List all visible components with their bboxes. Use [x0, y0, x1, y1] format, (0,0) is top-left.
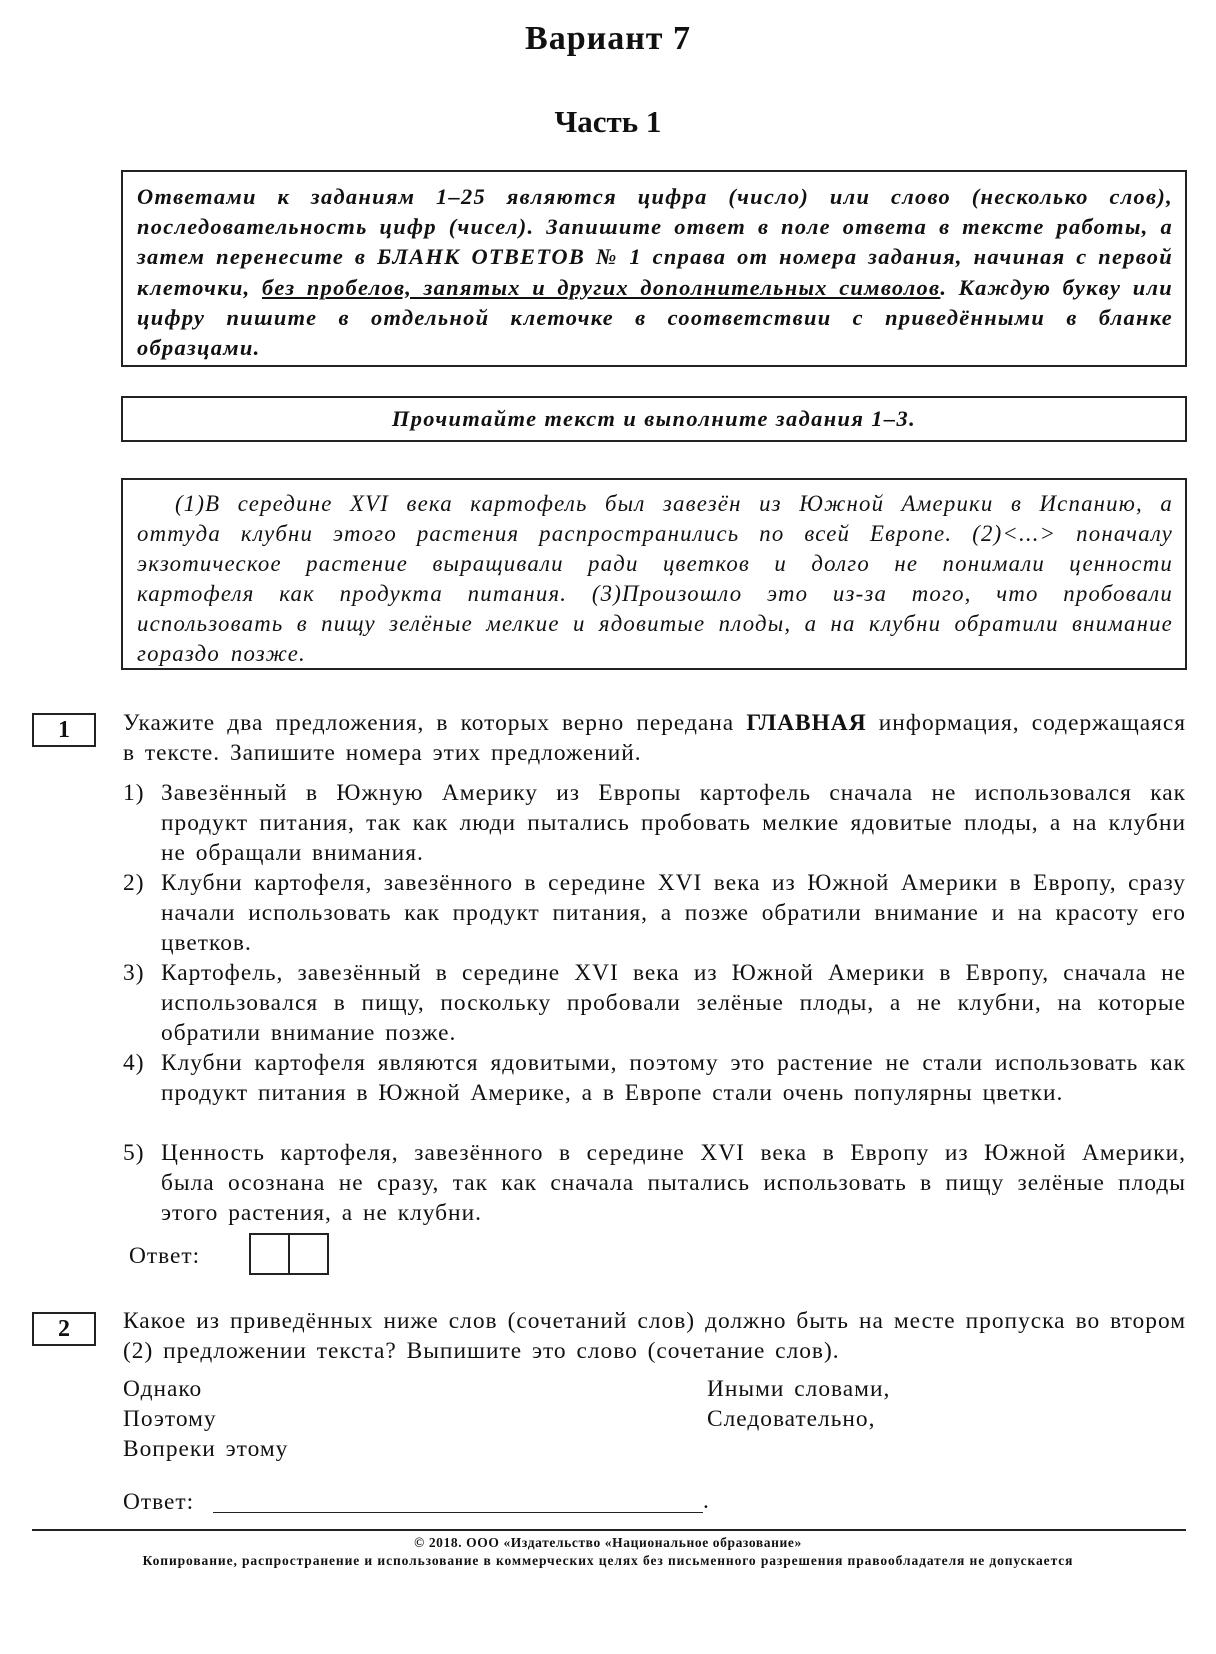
task-1-prompt-bold: ГЛАВНАЯ — [746, 710, 867, 736]
option-text: Клубни картофеля, завезённого в середине XVI века из Южной Америки в Европу, сразу начали использовать как продукт питания, а позже обратили внимание и на красоту его цветков. — [161, 870, 1186, 956]
task-2-prompt: Какое из приведённых ниже слов (сочетаний слов) должно быть на месте пропуска во втором (2) предложении текста? Выпишите это слово (сочетание слов). — [123, 1308, 1186, 1364]
option-number: 5) — [123, 1140, 145, 1166]
task-1-answer-label: Ответ: — [129, 1243, 201, 1269]
word-option: Вопреки этому — [123, 1436, 289, 1462]
instructions-text-end: . Каждую букву или цифру пишите в отдельной клеточке в соответствии с приведёнными в бланке образцами. — [137, 274, 1173, 361]
instructions-text: Ответами к заданиям 1–25 являются цифра (число) или слово (несколько слов), последовательность цифр (чисел). Запишите ответ в поле ответа в тексте работы, а затем перенесите в БЛАНК ОТВЕТОВ № 1 справа от номера задания, начиная с первой клеточки, — [137, 184, 1173, 300]
word-option: Однако — [123, 1376, 203, 1402]
task-1-option — [123, 958, 1186, 1048]
source-text-box — [121, 478, 1187, 670]
task-1-prompt-end: информация, содержащаяся в тексте. Запишите номера этих предложений. — [123, 710, 1186, 766]
option-number: 4) — [123, 1050, 145, 1076]
task-1-answer-cells[interactable] — [249, 1233, 329, 1275]
task-1-option — [123, 1048, 1186, 1108]
option-number: 2) — [123, 870, 145, 896]
instructions-box — [121, 170, 1187, 367]
task-2-answer-label: Ответ: — [123, 1489, 195, 1515]
source-text: (1)В середине XVI века картофель был завезён из Южной Америки в Испанию, а оттуда клубни этого растения распространились по всей Европе. (2)<...> поначалу экзотическое растение выращивали ради цветков и долго не понимали ценности картофеля как продукта питания. (3)Произошло это из-за того, что пробовали использовать в пищу зелёные мелкие и ядовитые плоды, а на клубни обратили внимание гораздо позже. — [137, 491, 1173, 666]
task-1-prompt-start: Укажите два предложения, в которых верно передана — [123, 710, 735, 736]
option-number: 3) — [123, 960, 145, 986]
option-text: Ценность картофеля, завезённого в середине XVI века в Европу из Южной Америки, была осознана не сразу, так как сначала пытались использовать в пищу зелёные плоды этого растения, а не клубни. — [161, 1140, 1186, 1226]
option-text: Клубни картофеля являются ядовитыми, поэтому это растение не стали использовать как продукт питания в Южной Америке, а в Европе стали очень популярны цветки. — [161, 1050, 1186, 1106]
footer-copyright: © 2018. ООО «Издательство «Национальное образование» — [414, 1535, 802, 1550]
task-1-prompt — [123, 708, 1186, 768]
option-text: Картофель, завезённый в середине XVI века из Южной Америки в Европу, сначала не использовался в пищу, поскольку пробовали зелёные плоды, а не клубни, на которые обратили внимание позже. — [161, 960, 1186, 1046]
instructions-underlined: без пробелов, запятых и других дополнительных символов — [261, 274, 941, 300]
answer-cell[interactable] — [251, 1235, 288, 1273]
read-prompt: Прочитайте текст и выполните задания 1–3. — [391, 406, 917, 431]
word-option: Поэтому — [123, 1406, 217, 1432]
variant-title: Вариант 7 — [525, 20, 691, 57]
answer-period: . — [703, 1488, 709, 1514]
read-prompt-box — [121, 396, 1187, 442]
task-1-option — [123, 778, 1186, 868]
footer-divider — [32, 1529, 1186, 1531]
part-title: Часть 1 — [554, 104, 662, 139]
option-number: 1) — [123, 780, 145, 806]
task-2-number: 2 — [32, 1312, 96, 1346]
task-2-answer-line[interactable] — [213, 1512, 703, 1513]
task-1-number: 1 — [32, 713, 96, 747]
word-option: Следовательно, — [707, 1406, 876, 1432]
task-1-option — [123, 1138, 1186, 1228]
word-option: Иными словами, — [707, 1376, 891, 1402]
answer-cell[interactable] — [288, 1235, 327, 1273]
footer-notice: Копирование, распространение и использование в коммерческих целях без письменного разрешения правообладателя не допускается — [142, 1553, 1074, 1568]
option-text: Завезённый в Южную Америку из Европы картофель сначала не использовался как продукт питания, так как люди пытались пробовать мелкие ядовитые плоды, а на клубни не обращали внимания. — [161, 780, 1186, 866]
task-1-option — [123, 868, 1186, 958]
